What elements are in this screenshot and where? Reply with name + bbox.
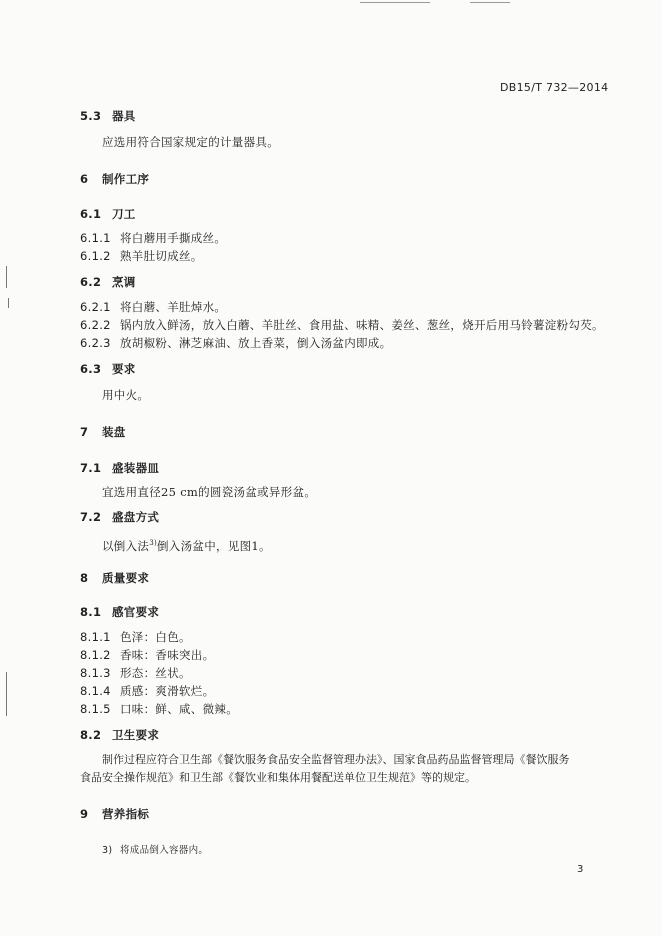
section-8-1-heading bbox=[80, 604, 159, 620]
item-text: 将白蘑用手撕成丝。 bbox=[120, 231, 227, 245]
section-title: 制作工序 bbox=[102, 172, 150, 186]
section-number: 5.3 bbox=[80, 109, 102, 123]
item-text: 熟羊肚切成丝。 bbox=[120, 249, 203, 263]
list-item bbox=[80, 665, 191, 681]
item-text: 放胡椒粉、淋芝麻油、放上香菜，倒入汤盆内即成。 bbox=[120, 336, 392, 350]
item-number: 6.1.2 bbox=[80, 249, 111, 263]
section-title: 器具 bbox=[112, 109, 136, 123]
section-5-3-heading bbox=[80, 108, 136, 124]
item-number: 6.2.1 bbox=[80, 300, 111, 314]
item-number: 8.1.5 bbox=[80, 702, 111, 716]
section-7-2-heading bbox=[80, 509, 159, 525]
list-item bbox=[80, 248, 203, 264]
page-number: 3 bbox=[577, 864, 584, 875]
section-8-2-text-line1: 制作过程应符合卫生部《餐饮服务食品安全监督管理办法》、国家食品药品监督管理局《餐饮服务 bbox=[102, 753, 570, 766]
section-title: 感官要求 bbox=[112, 605, 160, 619]
item-text: 形态：丝状。 bbox=[120, 666, 191, 680]
section-9-heading bbox=[80, 806, 149, 822]
item-text: 将白蘑、羊肚焯水。 bbox=[120, 300, 227, 314]
footnote bbox=[102, 843, 208, 859]
item-number: 6.2.3 bbox=[80, 336, 111, 350]
section-8-heading bbox=[80, 570, 149, 586]
section-title: 要求 bbox=[112, 362, 136, 376]
section-6-2-heading bbox=[80, 274, 136, 290]
section-7-2-text bbox=[102, 535, 271, 554]
section-8-2-heading bbox=[80, 727, 159, 743]
section-number: 9 bbox=[80, 807, 89, 821]
section-title: 卫生要求 bbox=[112, 728, 160, 742]
section-number: 6.2 bbox=[80, 275, 102, 289]
scan-top-line bbox=[360, 2, 430, 3]
section-6-3-text: 用中火。 bbox=[102, 388, 150, 402]
section-title: 质量要求 bbox=[102, 571, 150, 585]
section-number: 6 bbox=[80, 172, 89, 186]
text-part: 倒入汤盆中，见图1。 bbox=[157, 538, 271, 553]
item-number: 6.1.1 bbox=[80, 231, 111, 245]
section-6-1-heading bbox=[80, 206, 136, 222]
scan-margin-mark bbox=[6, 266, 7, 288]
item-text: 口味：鲜、咸、微辣。 bbox=[120, 702, 238, 716]
item-number: 8.1.4 bbox=[80, 684, 111, 698]
list-item bbox=[80, 647, 214, 663]
list-item bbox=[80, 629, 191, 645]
section-6-3-heading bbox=[80, 361, 136, 377]
section-number: 7.2 bbox=[80, 510, 102, 524]
scan-margin-mark bbox=[8, 298, 9, 308]
section-6-heading bbox=[80, 171, 149, 187]
item-text: 色泽：白色。 bbox=[120, 630, 191, 644]
section-7-heading bbox=[80, 424, 126, 440]
text-part: 以倒入法 bbox=[102, 538, 150, 553]
list-item bbox=[80, 335, 391, 351]
document-code: DB15/T 732—2014 bbox=[500, 81, 609, 94]
section-number: 7.1 bbox=[80, 461, 102, 475]
list-item bbox=[80, 683, 214, 699]
section-title: 盛盘方式 bbox=[112, 510, 160, 524]
section-title: 盛装器皿 bbox=[112, 461, 160, 475]
item-number: 8.1.2 bbox=[80, 648, 111, 662]
footnote-ref: 3) bbox=[149, 539, 157, 547]
footnote-number: 3) bbox=[102, 845, 113, 856]
section-number: 6.1 bbox=[80, 207, 102, 221]
section-7-1-text: 宜选用直径25 cm的圆瓷汤盆或异形盆。 bbox=[102, 485, 317, 499]
item-text: 质感：爽滑软烂。 bbox=[120, 684, 215, 698]
section-number: 8.2 bbox=[80, 728, 102, 742]
scan-top-line bbox=[470, 2, 510, 3]
list-item bbox=[80, 230, 226, 246]
section-title: 装盘 bbox=[102, 425, 126, 439]
footnote-text: 将成品倒入容器内。 bbox=[120, 845, 209, 856]
section-title: 营养指标 bbox=[102, 807, 150, 821]
section-5-3-text: 应选用符合国家规定的计量器具。 bbox=[102, 135, 279, 149]
item-number: 6.2.2 bbox=[80, 318, 111, 332]
section-number: 7 bbox=[80, 425, 89, 439]
list-item bbox=[80, 701, 238, 717]
section-8-2-text-line2: 食品安全操作规范》和卫生部《餐饮业和集体用餐配送单位卫生规范》等的规定。 bbox=[80, 771, 476, 784]
section-number: 8 bbox=[80, 571, 89, 585]
section-7-1-heading bbox=[80, 460, 159, 476]
list-item bbox=[80, 317, 604, 333]
section-number: 8.1 bbox=[80, 605, 102, 619]
section-title: 刀工 bbox=[112, 207, 136, 221]
list-item bbox=[80, 299, 226, 315]
item-text: 香味：香味突出。 bbox=[120, 648, 215, 662]
section-number: 6.3 bbox=[80, 362, 102, 376]
item-number: 8.1.1 bbox=[80, 630, 111, 644]
item-text: 锅内放入鲜汤，放入白蘑、羊肚丝、食用盐、味精、姜丝、葱丝，烧开后用马铃薯淀粉勾芡。 bbox=[120, 318, 604, 332]
scan-margin-mark bbox=[6, 672, 7, 716]
item-number: 8.1.3 bbox=[80, 666, 111, 680]
section-title: 烹调 bbox=[112, 275, 136, 289]
